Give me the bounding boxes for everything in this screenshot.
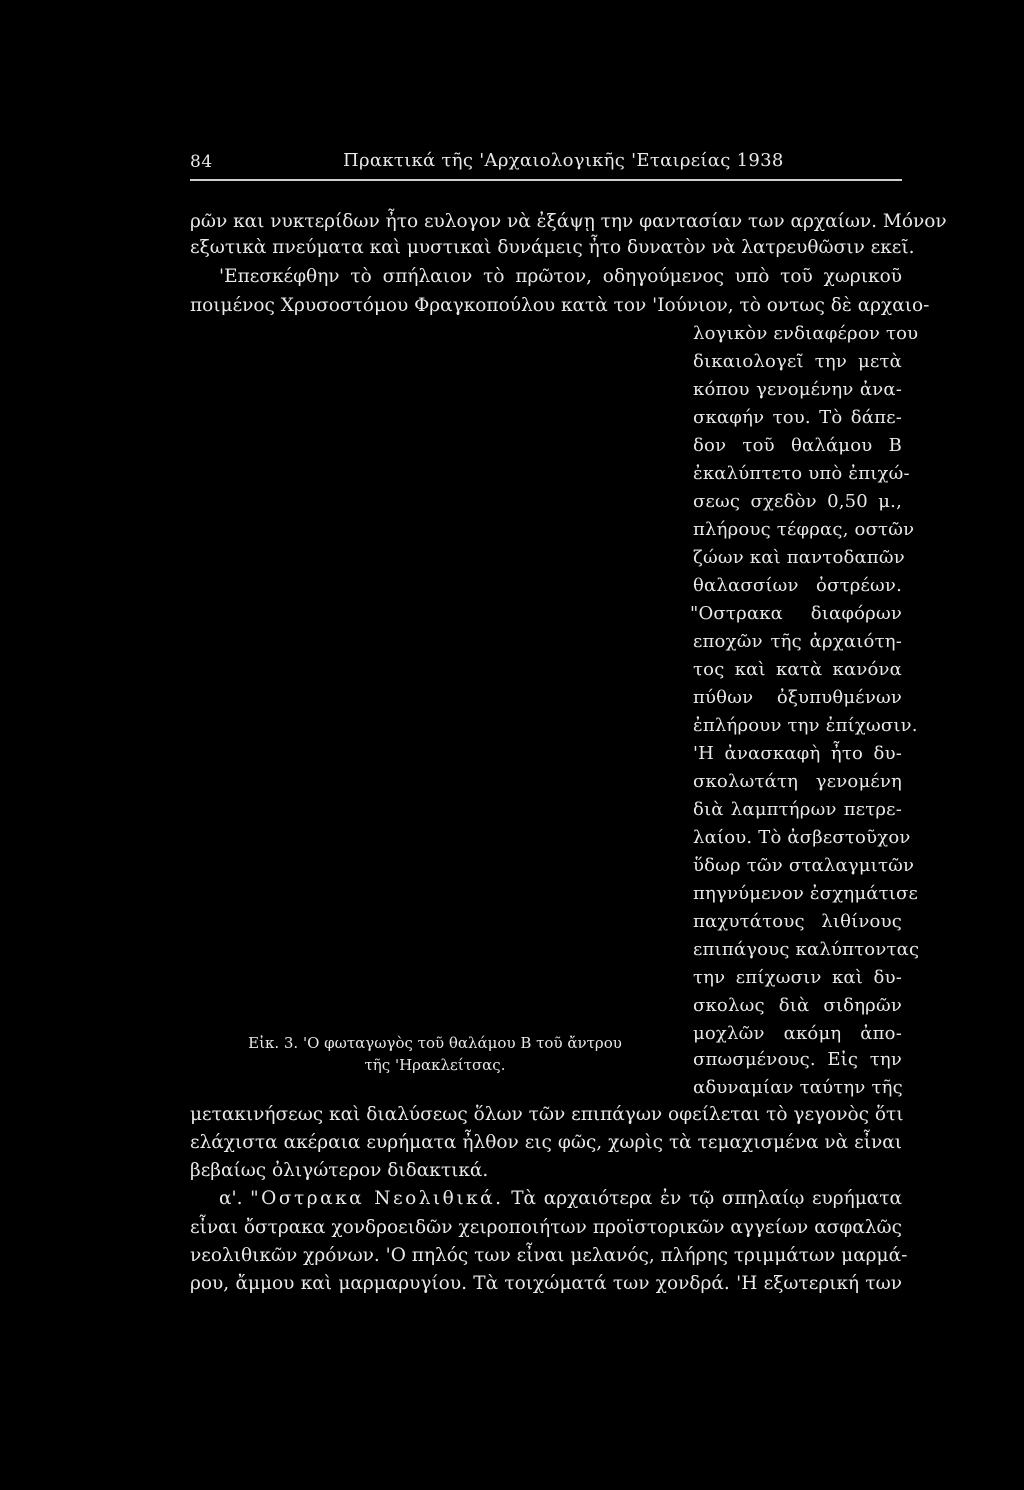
side-column-line: αδυναμίαν ταύτην τῆς xyxy=(693,1077,903,1098)
figure-caption-line: τῆς 'Ηρακλείτσας. xyxy=(364,1056,506,1074)
side-column-line: πηγνύμενον ἐσχημάτισε xyxy=(693,883,919,904)
side-column-line: μοχλῶν ακόμη ἀπο- xyxy=(693,1023,902,1044)
side-column-line: ἐπλήρουν την ἐπίχωσιν. xyxy=(693,715,918,736)
body-line: ελάχιστα ακέραια ευρήματα ἦλθον εις φῶς, χωρὶς τὰ τεμαχισμένα νὰ εἶναι xyxy=(190,1132,902,1153)
section-heading-line xyxy=(219,1187,902,1211)
side-column-line: ὕδωρ τῶν σταλαγμιτῶν xyxy=(693,855,915,876)
side-column-line: τος καὶ κατὰ κανόνα xyxy=(693,659,902,680)
page-header xyxy=(0,0,1024,200)
section-heading: "Οστρακα Νεολιθικά. xyxy=(250,1188,504,1209)
header-rule xyxy=(190,179,902,181)
side-column-line: λαίου. Τὸ ἀσβεστοῦχον xyxy=(693,827,911,848)
body-line: μετακινήσεως καὶ διαλύσεως ὅλων τῶν επιπάγων οφείλεται τὸ γεγονὸς ὅτι xyxy=(190,1104,904,1125)
side-column-line: την επίχωσιν καὶ δυ- xyxy=(693,967,902,988)
side-column-line: θαλασσίων ὀστρέων. xyxy=(693,575,902,596)
body-line: 'Επεσκέφθην τὸ σπήλαιον τὸ πρῶτον, οδηγούμενος υπὸ τοῦ χωρικοῦ xyxy=(219,266,902,287)
figure-caption-line: Εἰκ. 3. 'Ο φωταγωγὸς τοῦ θαλάμου Β τοῦ ἄντρου xyxy=(248,1034,622,1052)
figure-caption xyxy=(205,1032,665,1076)
side-column-line: ζώων καὶ παντοδαπῶν xyxy=(693,547,905,568)
side-column-line: πύθων ὀξυπυθμένων xyxy=(693,687,902,708)
side-column-line: δον τοῦ θαλάμου Β xyxy=(693,435,902,456)
side-column-line: σκολωτάτη γενομένη xyxy=(693,771,902,792)
side-column-line: σκολως διὰ σιδηρῶν xyxy=(693,995,902,1016)
side-column-line: παχυτάτους λιθίνους xyxy=(693,911,902,932)
side-column-line: σκαφήν του. Τὸ δάπε- xyxy=(693,407,902,428)
side-column-line: επιπάγους καλύπτοντας xyxy=(693,939,920,960)
section-marker: α'. xyxy=(219,1188,243,1209)
body-line: εἶναι ὄστρακα χονδροειδῶν χειροποιήτων προϊστορικῶν αγγείων ασφαλῶς xyxy=(190,1217,902,1238)
section-lead-text: Τὰ αρχαιότερα ἐν τῷ σπηλαίῳ ευρήματα xyxy=(511,1188,903,1209)
page-number: 84 xyxy=(190,152,213,172)
body-line: ρῶν και νυκτερίδων ἦτο ευλογον νὰ ἐξάψῃ την φαντασίαν των αρχαίων. Μόνον xyxy=(190,211,947,232)
side-column-line: λογικὸν ενδιαφέρον του xyxy=(693,323,919,344)
side-column-line: 'Η ἀνασκαφὴ ἦτο δυ- xyxy=(693,743,902,764)
body-line: βεβαίως ὀλιγώτερον διδακτικά. xyxy=(190,1160,489,1181)
side-column-line: πλήρους τέφρας, οστῶν xyxy=(693,519,915,540)
side-column-line: ἐκαλύπτετο υπὸ ἐπιχώ- xyxy=(693,463,910,484)
side-column-line: διὰ λαμπτήρων πετρε- xyxy=(693,799,902,820)
side-column-line: κόπου γενομένην ἀνα- xyxy=(693,379,902,400)
side-column-line: δικαιολογεῖ την μετὰ xyxy=(693,351,902,372)
side-column-line: "Οστρακα διαφόρων xyxy=(690,603,902,624)
body-line: ποιμένος Χρυσοστόμου Φραγκοπούλου κατὰ τον 'Ιούνιον, τὸ οντως δὲ αρχαιο- xyxy=(190,295,930,316)
figure-photo xyxy=(190,340,678,1020)
body-line: ρου, ἄμμου καὶ μαρμαρυγίου. Τὰ τοιχώματά των χονδρά. 'Η εξωτερική των xyxy=(190,1273,902,1294)
running-title: Πρακτικά τῆς 'Αρχαιολογικῆς 'Εταιρείας 1938 xyxy=(343,150,784,171)
side-column-line: σεως σχεδὸν 0,50 μ., xyxy=(693,491,902,512)
side-column-line: σπωσμένους. Εἰς την xyxy=(693,1049,902,1070)
body-line: νεολιθικῶν χρόνων. 'Ο πηλός των εἶναι μελανός, πλήρης τριμμάτων μαρμά- xyxy=(190,1245,908,1266)
body-line: εξωτικὰ πνεύματα καὶ μυστικαὶ δυνάμεις ἦτο δυνατὸν νὰ λατρευθῶσιν εκεῖ. xyxy=(190,237,915,258)
side-column-line: εποχῶν τῆς ἀρχαιότη- xyxy=(693,631,902,652)
